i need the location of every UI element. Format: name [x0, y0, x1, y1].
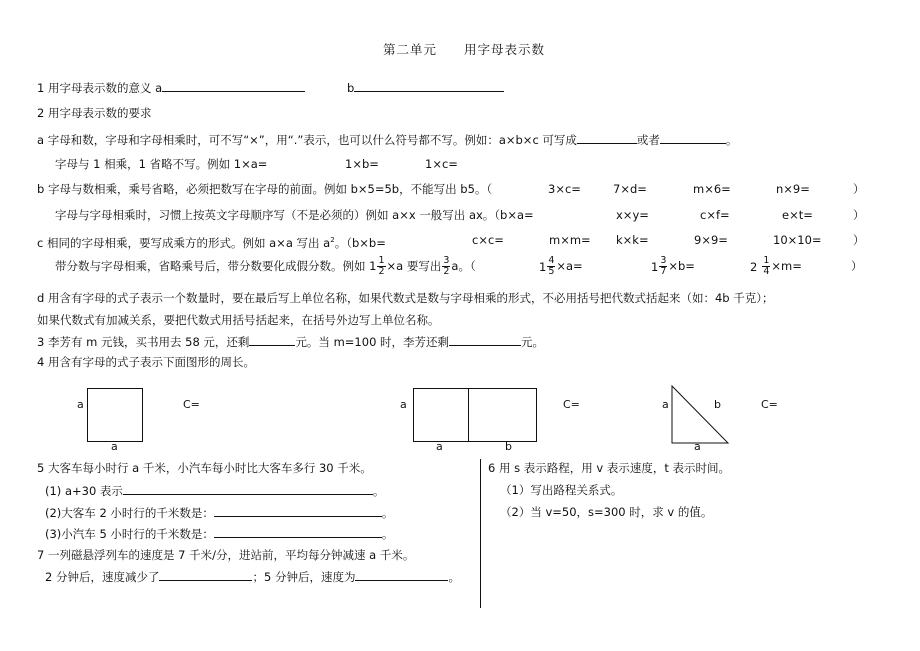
q1-b-line — [347, 80, 504, 95]
q2-a1-blank-2[interactable] — [660, 132, 726, 144]
rectangle-bottom-b-label: b — [505, 440, 512, 453]
q2-a1-or: 或者 — [636, 133, 660, 147]
q7-label: 7 一列磁悬浮列车的速度是 7 千米/分，进站前，平均每分钟减速 a 千米。 — [37, 548, 415, 562]
rectangle-perimeter-label: C= — [563, 398, 580, 411]
q2-label: 2 用字母表示数的要求 — [37, 106, 152, 120]
q7-text: 2 分钟后，速度减少了 — [45, 570, 160, 584]
q6-item-2: （2）当 v=50，s=300 时，求 v 的值。 — [500, 505, 713, 519]
q1-label: 1 用字母表示数的意义 a — [37, 81, 163, 95]
q1-blank-b[interactable] — [354, 80, 504, 92]
q3-mid: 元。当 m=100 时，李芳还剩 — [295, 335, 450, 349]
q3-blank-2[interactable] — [449, 334, 521, 346]
q2-a2-2: 1×b= — [345, 157, 379, 171]
q2-c1-end: ） — [853, 233, 865, 247]
q2-c1-1: c×c= — [472, 233, 504, 247]
q2-c1-line — [37, 233, 386, 250]
q6-item-1: （1）写出路程关系式。 — [500, 483, 623, 497]
fraction-numerator: 4 — [548, 255, 555, 266]
q5-label: 5 大客车每小时行 a 千米，小汽车每小时比大客车多行 30 千米。 — [37, 461, 372, 475]
fraction-denominator: 7 — [660, 266, 667, 277]
q5-item-3 — [45, 526, 393, 541]
q2-c2-item-2-text: ×b= — [668, 259, 695, 273]
q5-item-3-end: 。 — [381, 527, 394, 541]
q7-blank-1[interactable] — [159, 569, 252, 581]
rectangle-shape — [413, 388, 537, 442]
mixed-fraction — [659, 256, 667, 277]
q3-blank-1[interactable] — [249, 334, 295, 346]
page-title: 第二单元 用字母表示数 — [383, 42, 546, 57]
mixed-whole: 1 — [539, 259, 547, 274]
q2-c2-item-2 — [651, 254, 695, 279]
triangle-bottom-label: a — [694, 440, 701, 453]
q7-end: 。 — [448, 570, 460, 584]
fraction-numerator: 1 — [763, 255, 770, 266]
q2-c1-tail: 。（b×b= — [334, 236, 386, 250]
q2-c1-4: 9×9= — [694, 233, 728, 247]
q2-c2-end: ） — [851, 259, 863, 273]
q6-label: 6 用 s 表示路程，用 v 表示速度，t 表示时间。 — [488, 461, 731, 475]
rectangle-side-label: a — [400, 398, 407, 411]
square-side-label: a — [77, 398, 84, 411]
triangle-side-label: a — [662, 398, 669, 411]
q2-a1-line — [37, 132, 737, 147]
fraction-denominator: 5 — [548, 266, 555, 277]
q1-b-label: b — [347, 81, 355, 95]
q2-c1-2: m×m= — [549, 233, 591, 247]
q2-b1-4: n×9= — [776, 182, 810, 196]
q2-b1-2: 7×d= — [613, 182, 647, 196]
q2-a1-blank-1[interactable] — [577, 132, 637, 144]
q1-line — [37, 80, 305, 95]
fraction-numerator: 1 — [378, 255, 385, 266]
q2-a2-3: 1×c= — [425, 157, 458, 171]
q5-item-1-end: 。 — [372, 484, 385, 498]
q2-c2-item-1 — [539, 254, 583, 279]
q5-blank-3[interactable] — [214, 526, 382, 538]
q2-c2-a: a。（ — [451, 259, 476, 273]
square-bottom-label: a — [111, 440, 118, 453]
q2-b1-1: 3×c= — [548, 182, 581, 196]
q2-c1-text: c 相同的字母相乘，要写成乘方的形式。例如 a×a 写出 a — [37, 236, 331, 250]
q2-c2-fraction-1 — [377, 256, 385, 277]
q5-item-1 — [45, 483, 384, 498]
mixed-whole: 2 — [750, 259, 758, 274]
q5-item-2-text: (2)大客车 2 小时行的千米数是： — [45, 506, 214, 520]
q2-c1-exponent: 2 — [330, 236, 335, 244]
rectangle-divider — [468, 388, 469, 442]
q2-a1-text: a 字母和数，字母和字母相乘时，可不写“×”，用“.”表示，也可以什么符号都不写。例如：a×b×c 可写成 — [37, 133, 577, 147]
q7-mid: ；5 分钟后，速度为 — [252, 570, 356, 584]
q2-b2-1: x×y= — [616, 208, 649, 222]
q2-c2-mid: ×a 要写出 — [386, 259, 442, 273]
fraction-denominator: 2 — [443, 266, 450, 277]
mixed-fraction — [547, 256, 555, 277]
q2-c2-item-3 — [750, 254, 802, 279]
fraction-numerator: 3 — [660, 255, 667, 266]
q1-blank-a[interactable] — [162, 80, 305, 92]
triangle-hypotenuse-label: b — [714, 398, 721, 411]
q2-a2-1: 字母与 1 相乘，1 省略不写。例如 1×a= — [55, 157, 268, 171]
q7-blank-2[interactable] — [355, 569, 448, 581]
q2-a1-end: 。 — [725, 133, 738, 147]
q5-item-1-text: (1) a+30 表示 — [45, 484, 123, 498]
q2-b2-2: c×f= — [700, 208, 730, 222]
q7-line — [45, 569, 460, 584]
q2-c1-5: 10×10= — [773, 233, 822, 247]
q2-b1-text: b 字母与数相乘，乘号省略，必须把数写在字母的前面。例如 b×5=5b，不能写出 b5。（ — [37, 182, 493, 196]
q2-d1: d 用含有字母的式子表示一个数量时，要在最后写上单位名称，如果代数式是数与字母相乘的形式，不必用括号把代数式括起来（如：4b 千克）； — [37, 291, 774, 305]
q2-b2-3: e×t= — [782, 208, 813, 222]
mixed-whole: 1 — [651, 259, 659, 274]
q2-c2-item-1-text: ×a= — [556, 259, 583, 273]
rectangle-bottom-a-label: a — [436, 440, 443, 453]
q2-b2-text: 字母与字母相乘时，习惯上按英文字母顺序写（不是必须的）例如 a×x 一般写出 ax。（b×a= — [55, 208, 534, 222]
q4-label: 4 用含有字母的式子表示下面图形的周长。 — [37, 355, 255, 369]
column-divider — [480, 459, 481, 608]
q5-item-2-end: 。 — [381, 506, 394, 520]
triangle-perimeter-label: C= — [761, 398, 778, 411]
right-triangle-shape — [670, 384, 732, 446]
q5-blank-2[interactable] — [214, 505, 382, 517]
q2-d2: 如果代数式有加减关系，要把代数式用括号括起来，在括号外边写上单位名称。 — [37, 313, 440, 327]
mixed-fraction — [762, 256, 770, 277]
q2-b1-3: m×6= — [693, 182, 731, 196]
q2-b2-end: ） — [853, 208, 865, 222]
q2-c2-line — [55, 254, 476, 278]
square-perimeter-label: C= — [183, 398, 200, 411]
q2-c2-text: 带分数与字母相乘，省略乘号后，带分数要化成假分数。例如 1 — [55, 259, 377, 273]
square-shape — [87, 388, 143, 442]
q2-b1-end: ） — [853, 182, 865, 196]
fraction-numerator: 3 — [443, 255, 450, 266]
q5-item-2 — [45, 505, 393, 520]
q3-line — [37, 334, 544, 349]
q2-c2-item-3-text: ×m= — [771, 259, 802, 273]
q5-blank-1[interactable] — [123, 483, 373, 495]
q2-c1-3: k×k= — [616, 233, 649, 247]
q3-end: 元。 — [521, 335, 545, 349]
q5-item-3-text: (3)小汽车 5 小时行的千米数是： — [45, 527, 214, 541]
q2-c2-fraction-2 — [442, 256, 450, 277]
q3-text: 3 李芳有 m 元钱，买书用去 58 元，还剩 — [37, 335, 250, 349]
fraction-denominator: 4 — [763, 266, 770, 277]
fraction-denominator: 2 — [378, 266, 385, 277]
